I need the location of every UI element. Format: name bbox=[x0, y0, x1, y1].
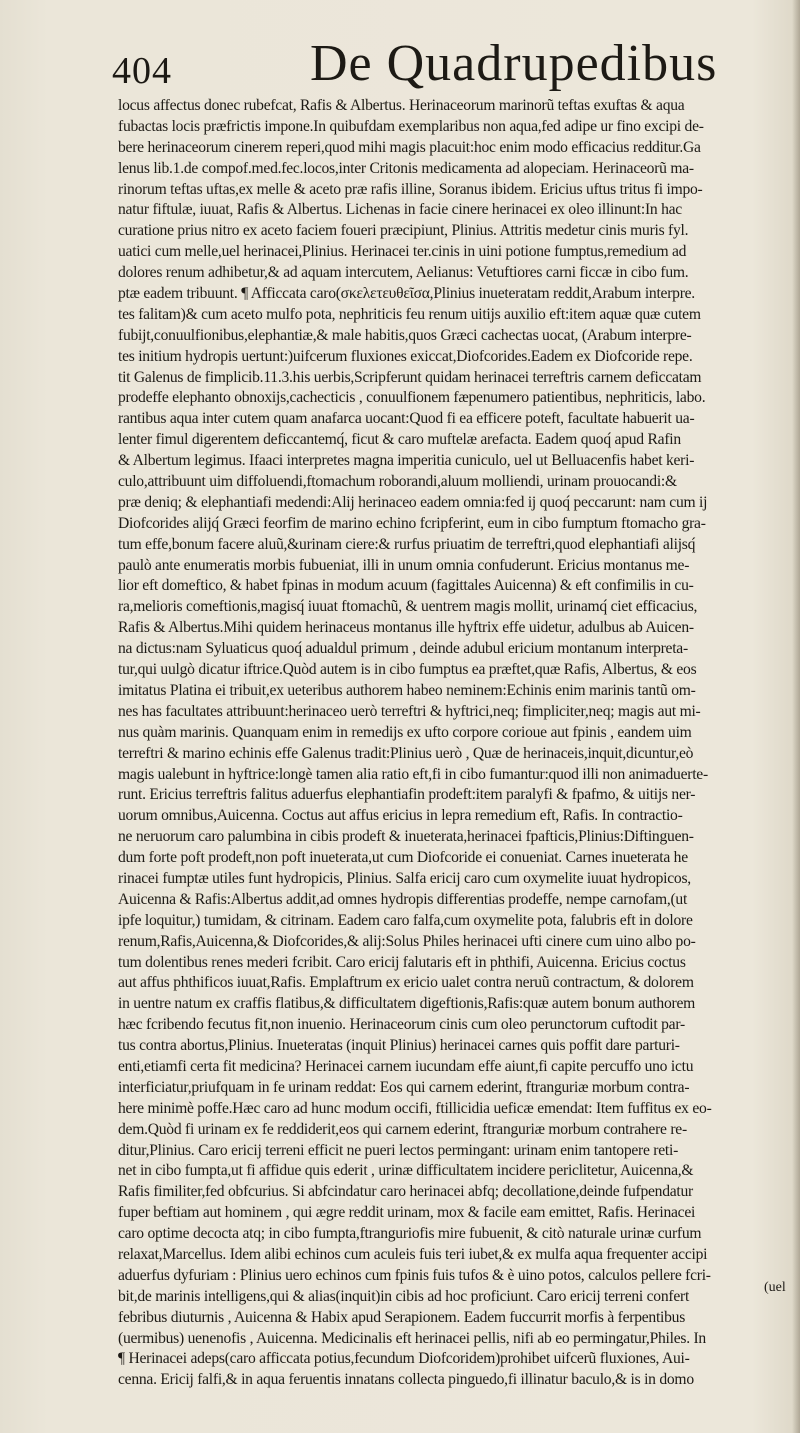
catchword: (uel bbox=[764, 1280, 786, 1295]
text-line: magis ualebunt in hyftrice:longè tamen alia ratio eft,fi in cibo fumantur:quod illi non animaduerte- bbox=[118, 765, 708, 783]
text-line: culo,attribuunt uim diffoluendi,ftomachum roborandi,aluum molliendi, urinam prouocandi:& bbox=[118, 473, 677, 491]
text-line: (uermibus) uenenofis , Auicenna. Medicinalis eft herinacei pellis, nifi ab eo permingatur,Philes. In bbox=[118, 1329, 706, 1347]
text-line: & Albertum legimus. Ifaaci interpretes magna imperitia cuniculo, uel ut Belluacenfis habet keri- bbox=[118, 452, 695, 470]
text-line: nes has facultates attribuunt:herinaceo uerò terreftri & hyftrici,neq; fimpliciter,neq; magis aut mi- bbox=[118, 702, 701, 720]
body-text bbox=[118, 96, 790, 1391]
text-line: tur,qui uulgò dicatur iftrice.Quòd autem is in cibo fumptus ea præftet,quæ Rafis, Albertus, & eos bbox=[118, 661, 697, 679]
text-line: imitatus Platina ei tribuit,ex ueteribus authorem habeo neminem:Echinis enim marinis tantũ om- bbox=[118, 681, 696, 699]
text-line: terreftri & marino echinis effe Galenus tradit:Plinius uerò , Quæ de herinaceis,inquit,dicuntur,eò bbox=[118, 744, 694, 762]
text-line: Rafis fimiliter,fed obfcurius. Si abfcindatur caro herinacei abfq; decollatione,deinde fufpendatur bbox=[118, 1183, 693, 1201]
text-line: ¶ Herinacei adeps(caro afficcata potius,fecundum Diofcoridem)prohibet uifcerũ fluxiones, Aui- bbox=[118, 1350, 690, 1368]
text-line: ipfe loquitur,) tumidam, & citrinam. Eadem caro falfa,cum oxymelite pota, falubris eft in dolore bbox=[118, 911, 693, 929]
text-line: tes falitam)& cum aceto mulfo pota, nephriticis feu renum uitijs auxilio eft:item aquæ quæ cutem bbox=[118, 305, 701, 323]
text-line: hæc fcribendo fecutus fit,non inuenio. Herinaceorum cinis cum oleo perunctorum cuftodit par- bbox=[118, 1016, 685, 1034]
text-line: rantibus aqua inter cutem quam anafarca uocant:Quod fi ea efficere poteft, facultate habuerit ua- bbox=[118, 410, 695, 428]
text-line: prodeffe elephanto obnoxijs,cachecticis , conuulfionem fæpenumero patientibus, nephriticis, labo. bbox=[118, 389, 706, 407]
text-line: uorum omnibus,Auicenna. Coctus aut affus ericius in lepra remedium eft, Rafis. In contractio- bbox=[118, 807, 683, 825]
text-line: renum,Rafis,Auicenna,& Diofcorides,& alij:Solus Philes herinacei ufti cinere cum uino albo po- bbox=[118, 932, 696, 950]
text-line: fubactas locis præfrictis impone.In quibufdam exemplaribus non aqua,fed adipe ur fino excipi de- bbox=[118, 117, 704, 135]
text-line: relaxat,Marcellus. Idem alibi echinos cum aculeis fuis teri iubet,& ex mulfa aqua frequenter accipi bbox=[118, 1245, 708, 1263]
page-header bbox=[112, 35, 752, 98]
text-line: dum forte poft prodeft,non poft inueterata,ut cum Diofcoride ei conueniat. Carnes inueterata he bbox=[118, 849, 688, 867]
text-line: enti,etiamfi certa fit medicina? Herinacei carnem iucundam effe aiunt,fi capite percuffo uno ictu bbox=[118, 1057, 694, 1075]
text-line: dem.Quòd fi urinam ex fe reddiderit,eos qui carnem ederint, ftranguriæ morbum contrahere re- bbox=[118, 1120, 687, 1138]
text-line: febribus diuturnis , Auicenna & Habix apud Serapionem. Eadem fuccurrit morfis à ferpentibus bbox=[118, 1308, 686, 1326]
text-line: ptæ eadem tribuunt. ¶ Afficcata caro(σκελετευθεῖσα,Plinius inueteratam reddit,Arabum interpre. bbox=[118, 285, 695, 303]
text-line: na dictus:nam Syluaticus quoq́ adualdul primum , deinde adubul ericium montanum interpreta- bbox=[118, 640, 688, 658]
text-line: cenna. Ericij falfi,& in aqua feruentis innatans collecta pinguedo,fi illinatur baculo,& is in domo bbox=[118, 1371, 694, 1389]
text-line: caro optime decocta atq; in cibo fumpta,ftranguriofis mire fubuenit, & citò naturale urinæ curfum bbox=[118, 1225, 702, 1243]
text-line: Diofcorides alijq́ Græci feorfim de marino echino fcripferint, eum in cibo fumptum ftomacho gra- bbox=[118, 514, 706, 532]
text-line: ditur,Plinius. Caro ericij terreni efficit ne pueri lectos permingant: urinam enim tantopere reti- bbox=[118, 1141, 679, 1159]
text-line: Rafis & Albertus.Mihi quidem herinaceus montanus ille hyftrix effe uidetur, adulbus ab Auicen- bbox=[118, 619, 694, 637]
text-line: tes initium hydropis uertunt:)uifcerum fluxiones exiccat,Diofcorides.Eadem ex Diofcoride repe. bbox=[118, 347, 693, 365]
text-line: Auicenna & Rafis:Albertus addit,ad omnes hydropis differentias prodeffe, nempe carnofam,(ut bbox=[118, 890, 688, 908]
text-line: ra,melioris comeftionis,magisq́ iuuat ftomachũ, & uentrem magis mollit, urinamq́ ciet efficacius, bbox=[118, 598, 698, 616]
page-number: 404 bbox=[112, 50, 172, 92]
text-line: interficiatur,priufquam in fe urinam reddat: Eos qui carnem ederint, ftranguriæ morbum contra- bbox=[118, 1078, 690, 1096]
text-line: lior eft domeftico, & habet fpinas in modum acuum (fagittales Auicenna) & eft confimilis in cu- bbox=[118, 577, 694, 595]
text-line: uatici cum melle,uel herinacei,Plinius. Herinacei ter.cinis in uini potione fumptus,remedium ad bbox=[118, 243, 687, 261]
text-line: rinacei fumptæ utiles funt hydropicis, Plinius. Salfa ericij caro cum oxymelite iuuat hydropicos, bbox=[118, 869, 691, 887]
text-line: lenter fimul digerentem deficcantemq́, ficut & caro muftelæ arefacta. Eadem quoq́ apud Rafin bbox=[118, 431, 681, 449]
text-line: net in cibo fumpta,ut fi affidue quis ederit , urinæ difficultatem incidere periclitetur, Auicenna,& bbox=[118, 1162, 694, 1180]
text-line: fubijt,conuulfionibus,elephantiæ,& male habitis,quos Græci cachectas uocat, (Arabum interpre- bbox=[118, 326, 692, 344]
page-edge-shadow bbox=[792, 0, 800, 1433]
text-line: bere herinaceorum cinerem reperi,quod mihi magis placuit:hoc enim modo efficacius redditur.Ga bbox=[118, 138, 701, 156]
text-line: tum effe,bonum facere aluũ,&urinam ciere:& rurfus priuatim de terreftri,quod elephantiafi alijsq́ bbox=[118, 535, 696, 553]
text-line: tus contra abortus,Plinius. Inueteratas (inquit Plinius) herinacei carnes quis poffit dare parturi- bbox=[118, 1037, 680, 1055]
text-line: lenus lib.1.de compof.med.fec.locos,inter Critonis medicamenta ad alopeciam. Herinaceorũ ma- bbox=[118, 159, 694, 177]
text-line: locus affectus donec rubefcat, Rafis & Albertus. Herinaceorum marinorũ teftas exuftas & aqua bbox=[118, 97, 685, 114]
text-line: dolores renum adhibetur,& ad aquam intercutem, Aelianus: Vetuftiores carni ficcæ in cibo fum. bbox=[118, 264, 689, 282]
text-line: fuper beftiam aut hominem , qui ægre reddit urinam, mox & facile eam emittet, Rafis. Herinacei bbox=[118, 1204, 696, 1222]
text-line: bit,de marinis intelligens,qui & alias(inquit)in cibis ad hoc proficiunt. Caro ericij terreni confert bbox=[118, 1287, 690, 1305]
running-head: De Quadrupedibus bbox=[310, 35, 718, 92]
text-line: here minimè poffe.Hæc caro ad hunc modum occifi, ftillicidia ueficæ emendat: Item fuffitus ex eo- bbox=[118, 1099, 712, 1117]
text-line: tit Galenus de fimplicib.11.3.his uerbis,Scripferunt quidam herinacei terreftris carnem deficcatam bbox=[118, 368, 702, 386]
text-line: tum dolentibus renes mederi fcribit. Caro ericij falutaris eft in phthifi, Auicenna. Ericius coctus bbox=[118, 953, 686, 971]
text-line: ne neruorum caro palumbina in cibis prodeft & inueterata,herinacei fpafticis,Plinius:Diftinguen- bbox=[118, 828, 694, 846]
text-line: aut affus phthificos iuuat,Rafis. Emplaftrum ex ericio ualet contra neruũ contractum, & dolorem bbox=[118, 974, 694, 992]
text-line: paulò ante enumeratis morbis fubueniat, illi in unum omnia confuderunt. Ericius montanus me- bbox=[118, 556, 690, 574]
text-line: in uentre natum ex craffis flatibus,& difficultatem digeftionis,Rafis:quæ autem bonum authorem bbox=[118, 995, 696, 1013]
text-line: natur fiftulæ, iuuat, Rafis & Albertus. Lichenas in facie cinere herinacei ex oleo illinunt:In hac bbox=[118, 201, 682, 219]
text-line: aduerfus dyfuriam : Plinius uero echinos cum fpinis fuis tufos & è uino potos, calculos pellere fcri- bbox=[118, 1266, 711, 1284]
text-line: runt. Ericius terreftris falitus aduerfus elephantiafin prodeft:item paralyfi & fpafmo, & uitijs ner- bbox=[118, 786, 696, 804]
text-line: rinorum teftas uftas,ex melle & aceto præ rafis illine, Soranus ibidem. Ericius uftus tritus fi impo- bbox=[118, 180, 703, 198]
text-line: curatione prius nitro ex aceto faciem foueri præcipiunt, Plinius. Attritis medetur cinis muris fyl. bbox=[118, 222, 689, 240]
text-line: nus quàm marinis. Quanquam enim in remedijs ex ufto corpore corioue aut fpinis , eandem uim bbox=[118, 723, 692, 741]
text-line: præ deniq; & elephantiafi medendi:Alij herinaceo eadem omnia:fed ij quoq́ peccarunt: nam cum ij bbox=[118, 493, 708, 511]
